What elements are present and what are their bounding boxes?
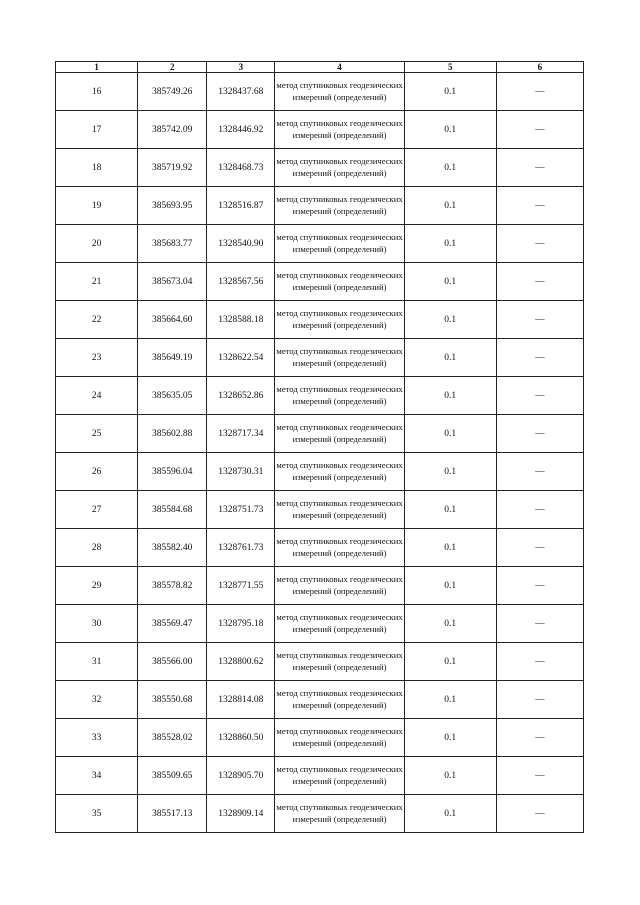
note-cell: — xyxy=(496,339,583,377)
method-cell: метод спутниковых геодезических измерений (определений) xyxy=(275,491,404,529)
accuracy-cell: 0.1 xyxy=(404,491,496,529)
y-coordinate-cell: 1328652.86 xyxy=(207,377,275,415)
table-row xyxy=(56,225,584,263)
column-header: 5 xyxy=(404,62,496,73)
y-coordinate-cell: 1328717.34 xyxy=(207,415,275,453)
x-coordinate-cell: 385566.00 xyxy=(138,643,207,681)
note-cell: — xyxy=(496,111,583,149)
method-cell: метод спутниковых геодезических измерений (определений) xyxy=(275,757,404,795)
y-coordinate-cell: 1328909.14 xyxy=(207,795,275,833)
x-coordinate-cell: 385683.77 xyxy=(138,225,207,263)
table-row xyxy=(56,187,584,225)
y-coordinate-cell: 1328730.31 xyxy=(207,453,275,491)
y-coordinate-cell: 1328905.70 xyxy=(207,757,275,795)
y-coordinate-cell: 1328860.50 xyxy=(207,719,275,757)
accuracy-cell: 0.1 xyxy=(404,529,496,567)
table-row xyxy=(56,453,584,491)
table-row xyxy=(56,605,584,643)
x-coordinate-cell: 385596.04 xyxy=(138,453,207,491)
accuracy-cell: 0.1 xyxy=(404,681,496,719)
point-number-cell: 34 xyxy=(56,757,138,795)
table-row xyxy=(56,263,584,301)
table-row xyxy=(56,73,584,111)
table-body xyxy=(56,73,584,833)
note-cell: — xyxy=(496,605,583,643)
note-cell: — xyxy=(496,263,583,301)
method-cell: метод спутниковых геодезических измерений (определений) xyxy=(275,187,404,225)
point-number-cell: 22 xyxy=(56,301,138,339)
coordinates-table xyxy=(55,61,584,833)
point-number-cell: 27 xyxy=(56,491,138,529)
table-header-row xyxy=(56,62,584,73)
x-coordinate-cell: 385649.19 xyxy=(138,339,207,377)
x-coordinate-cell: 385509.65 xyxy=(138,757,207,795)
column-header: 4 xyxy=(275,62,404,73)
y-coordinate-cell: 1328468.73 xyxy=(207,149,275,187)
table-row xyxy=(56,795,584,833)
x-coordinate-cell: 385517.13 xyxy=(138,795,207,833)
point-number-cell: 35 xyxy=(56,795,138,833)
x-coordinate-cell: 385582.40 xyxy=(138,529,207,567)
point-number-cell: 18 xyxy=(56,149,138,187)
accuracy-cell: 0.1 xyxy=(404,377,496,415)
method-cell: метод спутниковых геодезических измерений (определений) xyxy=(275,263,404,301)
accuracy-cell: 0.1 xyxy=(404,567,496,605)
y-coordinate-cell: 1328800.62 xyxy=(207,643,275,681)
y-coordinate-cell: 1328622.54 xyxy=(207,339,275,377)
note-cell: — xyxy=(496,415,583,453)
note-cell: — xyxy=(496,529,583,567)
note-cell: — xyxy=(496,73,583,111)
accuracy-cell: 0.1 xyxy=(404,453,496,491)
method-cell: метод спутниковых геодезических измерений (определений) xyxy=(275,301,404,339)
note-cell: — xyxy=(496,187,583,225)
point-number-cell: 24 xyxy=(56,377,138,415)
point-number-cell: 31 xyxy=(56,643,138,681)
note-cell: — xyxy=(496,643,583,681)
method-cell: метод спутниковых геодезических измерений (определений) xyxy=(275,339,404,377)
table-row xyxy=(56,681,584,719)
note-cell: — xyxy=(496,719,583,757)
method-cell: метод спутниковых геодезических измерений (определений) xyxy=(275,643,404,681)
x-coordinate-cell: 385664.60 xyxy=(138,301,207,339)
accuracy-cell: 0.1 xyxy=(404,225,496,263)
method-cell: метод спутниковых геодезических измерений (определений) xyxy=(275,567,404,605)
accuracy-cell: 0.1 xyxy=(404,757,496,795)
accuracy-cell: 0.1 xyxy=(404,605,496,643)
x-coordinate-cell: 385578.82 xyxy=(138,567,207,605)
method-cell: метод спутниковых геодезических измерений (определений) xyxy=(275,415,404,453)
x-coordinate-cell: 385550.68 xyxy=(138,681,207,719)
accuracy-cell: 0.1 xyxy=(404,339,496,377)
point-number-cell: 30 xyxy=(56,605,138,643)
method-cell: метод спутниковых геодезических измерений (определений) xyxy=(275,605,404,643)
note-cell: — xyxy=(496,453,583,491)
point-number-cell: 19 xyxy=(56,187,138,225)
x-coordinate-cell: 385742.09 xyxy=(138,111,207,149)
y-coordinate-cell: 1328814.08 xyxy=(207,681,275,719)
point-number-cell: 16 xyxy=(56,73,138,111)
y-coordinate-cell: 1328761.73 xyxy=(207,529,275,567)
note-cell: — xyxy=(496,149,583,187)
point-number-cell: 25 xyxy=(56,415,138,453)
method-cell: метод спутниковых геодезических измерений (определений) xyxy=(275,73,404,111)
method-cell: метод спутниковых геодезических измерений (определений) xyxy=(275,453,404,491)
point-number-cell: 20 xyxy=(56,225,138,263)
method-cell: метод спутниковых геодезических измерений (определений) xyxy=(275,795,404,833)
y-coordinate-cell: 1328446.92 xyxy=(207,111,275,149)
table-row xyxy=(56,377,584,415)
note-cell: — xyxy=(496,757,583,795)
point-number-cell: 17 xyxy=(56,111,138,149)
table-row xyxy=(56,567,584,605)
table-row xyxy=(56,339,584,377)
table-row xyxy=(56,529,584,567)
accuracy-cell: 0.1 xyxy=(404,187,496,225)
accuracy-cell: 0.1 xyxy=(404,795,496,833)
note-cell: — xyxy=(496,301,583,339)
accuracy-cell: 0.1 xyxy=(404,301,496,339)
y-coordinate-cell: 1328437.68 xyxy=(207,73,275,111)
point-number-cell: 21 xyxy=(56,263,138,301)
accuracy-cell: 0.1 xyxy=(404,643,496,681)
table-row xyxy=(56,415,584,453)
accuracy-cell: 0.1 xyxy=(404,263,496,301)
x-coordinate-cell: 385635.05 xyxy=(138,377,207,415)
table-row xyxy=(56,301,584,339)
note-cell: — xyxy=(496,681,583,719)
method-cell: метод спутниковых геодезических измерений (определений) xyxy=(275,225,404,263)
accuracy-cell: 0.1 xyxy=(404,73,496,111)
accuracy-cell: 0.1 xyxy=(404,415,496,453)
method-cell: метод спутниковых геодезических измерений (определений) xyxy=(275,111,404,149)
y-coordinate-cell: 1328516.87 xyxy=(207,187,275,225)
x-coordinate-cell: 385719.92 xyxy=(138,149,207,187)
column-header: 3 xyxy=(207,62,275,73)
column-header: 6 xyxy=(496,62,583,73)
note-cell: — xyxy=(496,795,583,833)
method-cell: метод спутниковых геодезических измерений (определений) xyxy=(275,719,404,757)
column-header: 2 xyxy=(138,62,207,73)
x-coordinate-cell: 385569.47 xyxy=(138,605,207,643)
x-coordinate-cell: 385584.68 xyxy=(138,491,207,529)
table-row xyxy=(56,149,584,187)
method-cell: метод спутниковых геодезических измерений (определений) xyxy=(275,377,404,415)
point-number-cell: 26 xyxy=(56,453,138,491)
table-row xyxy=(56,491,584,529)
note-cell: — xyxy=(496,225,583,263)
y-coordinate-cell: 1328795.18 xyxy=(207,605,275,643)
column-header: 1 xyxy=(56,62,138,73)
x-coordinate-cell: 385693.95 xyxy=(138,187,207,225)
method-cell: метод спутниковых геодезических измерений (определений) xyxy=(275,149,404,187)
x-coordinate-cell: 385528.02 xyxy=(138,719,207,757)
y-coordinate-cell: 1328567.56 xyxy=(207,263,275,301)
table-row xyxy=(56,643,584,681)
y-coordinate-cell: 1328751.73 xyxy=(207,491,275,529)
point-number-cell: 29 xyxy=(56,567,138,605)
point-number-cell: 23 xyxy=(56,339,138,377)
y-coordinate-cell: 1328771.55 xyxy=(207,567,275,605)
table-row xyxy=(56,111,584,149)
note-cell: — xyxy=(496,491,583,529)
x-coordinate-cell: 385749.26 xyxy=(138,73,207,111)
x-coordinate-cell: 385673.04 xyxy=(138,263,207,301)
point-number-cell: 33 xyxy=(56,719,138,757)
y-coordinate-cell: 1328588.18 xyxy=(207,301,275,339)
note-cell: — xyxy=(496,377,583,415)
note-cell: — xyxy=(496,567,583,605)
table-row xyxy=(56,757,584,795)
accuracy-cell: 0.1 xyxy=(404,719,496,757)
point-number-cell: 32 xyxy=(56,681,138,719)
accuracy-cell: 0.1 xyxy=(404,111,496,149)
method-cell: метод спутниковых геодезических измерений (определений) xyxy=(275,681,404,719)
method-cell: метод спутниковых геодезических измерений (определений) xyxy=(275,529,404,567)
x-coordinate-cell: 385602.88 xyxy=(138,415,207,453)
y-coordinate-cell: 1328540.90 xyxy=(207,225,275,263)
accuracy-cell: 0.1 xyxy=(404,149,496,187)
table-row xyxy=(56,719,584,757)
point-number-cell: 28 xyxy=(56,529,138,567)
